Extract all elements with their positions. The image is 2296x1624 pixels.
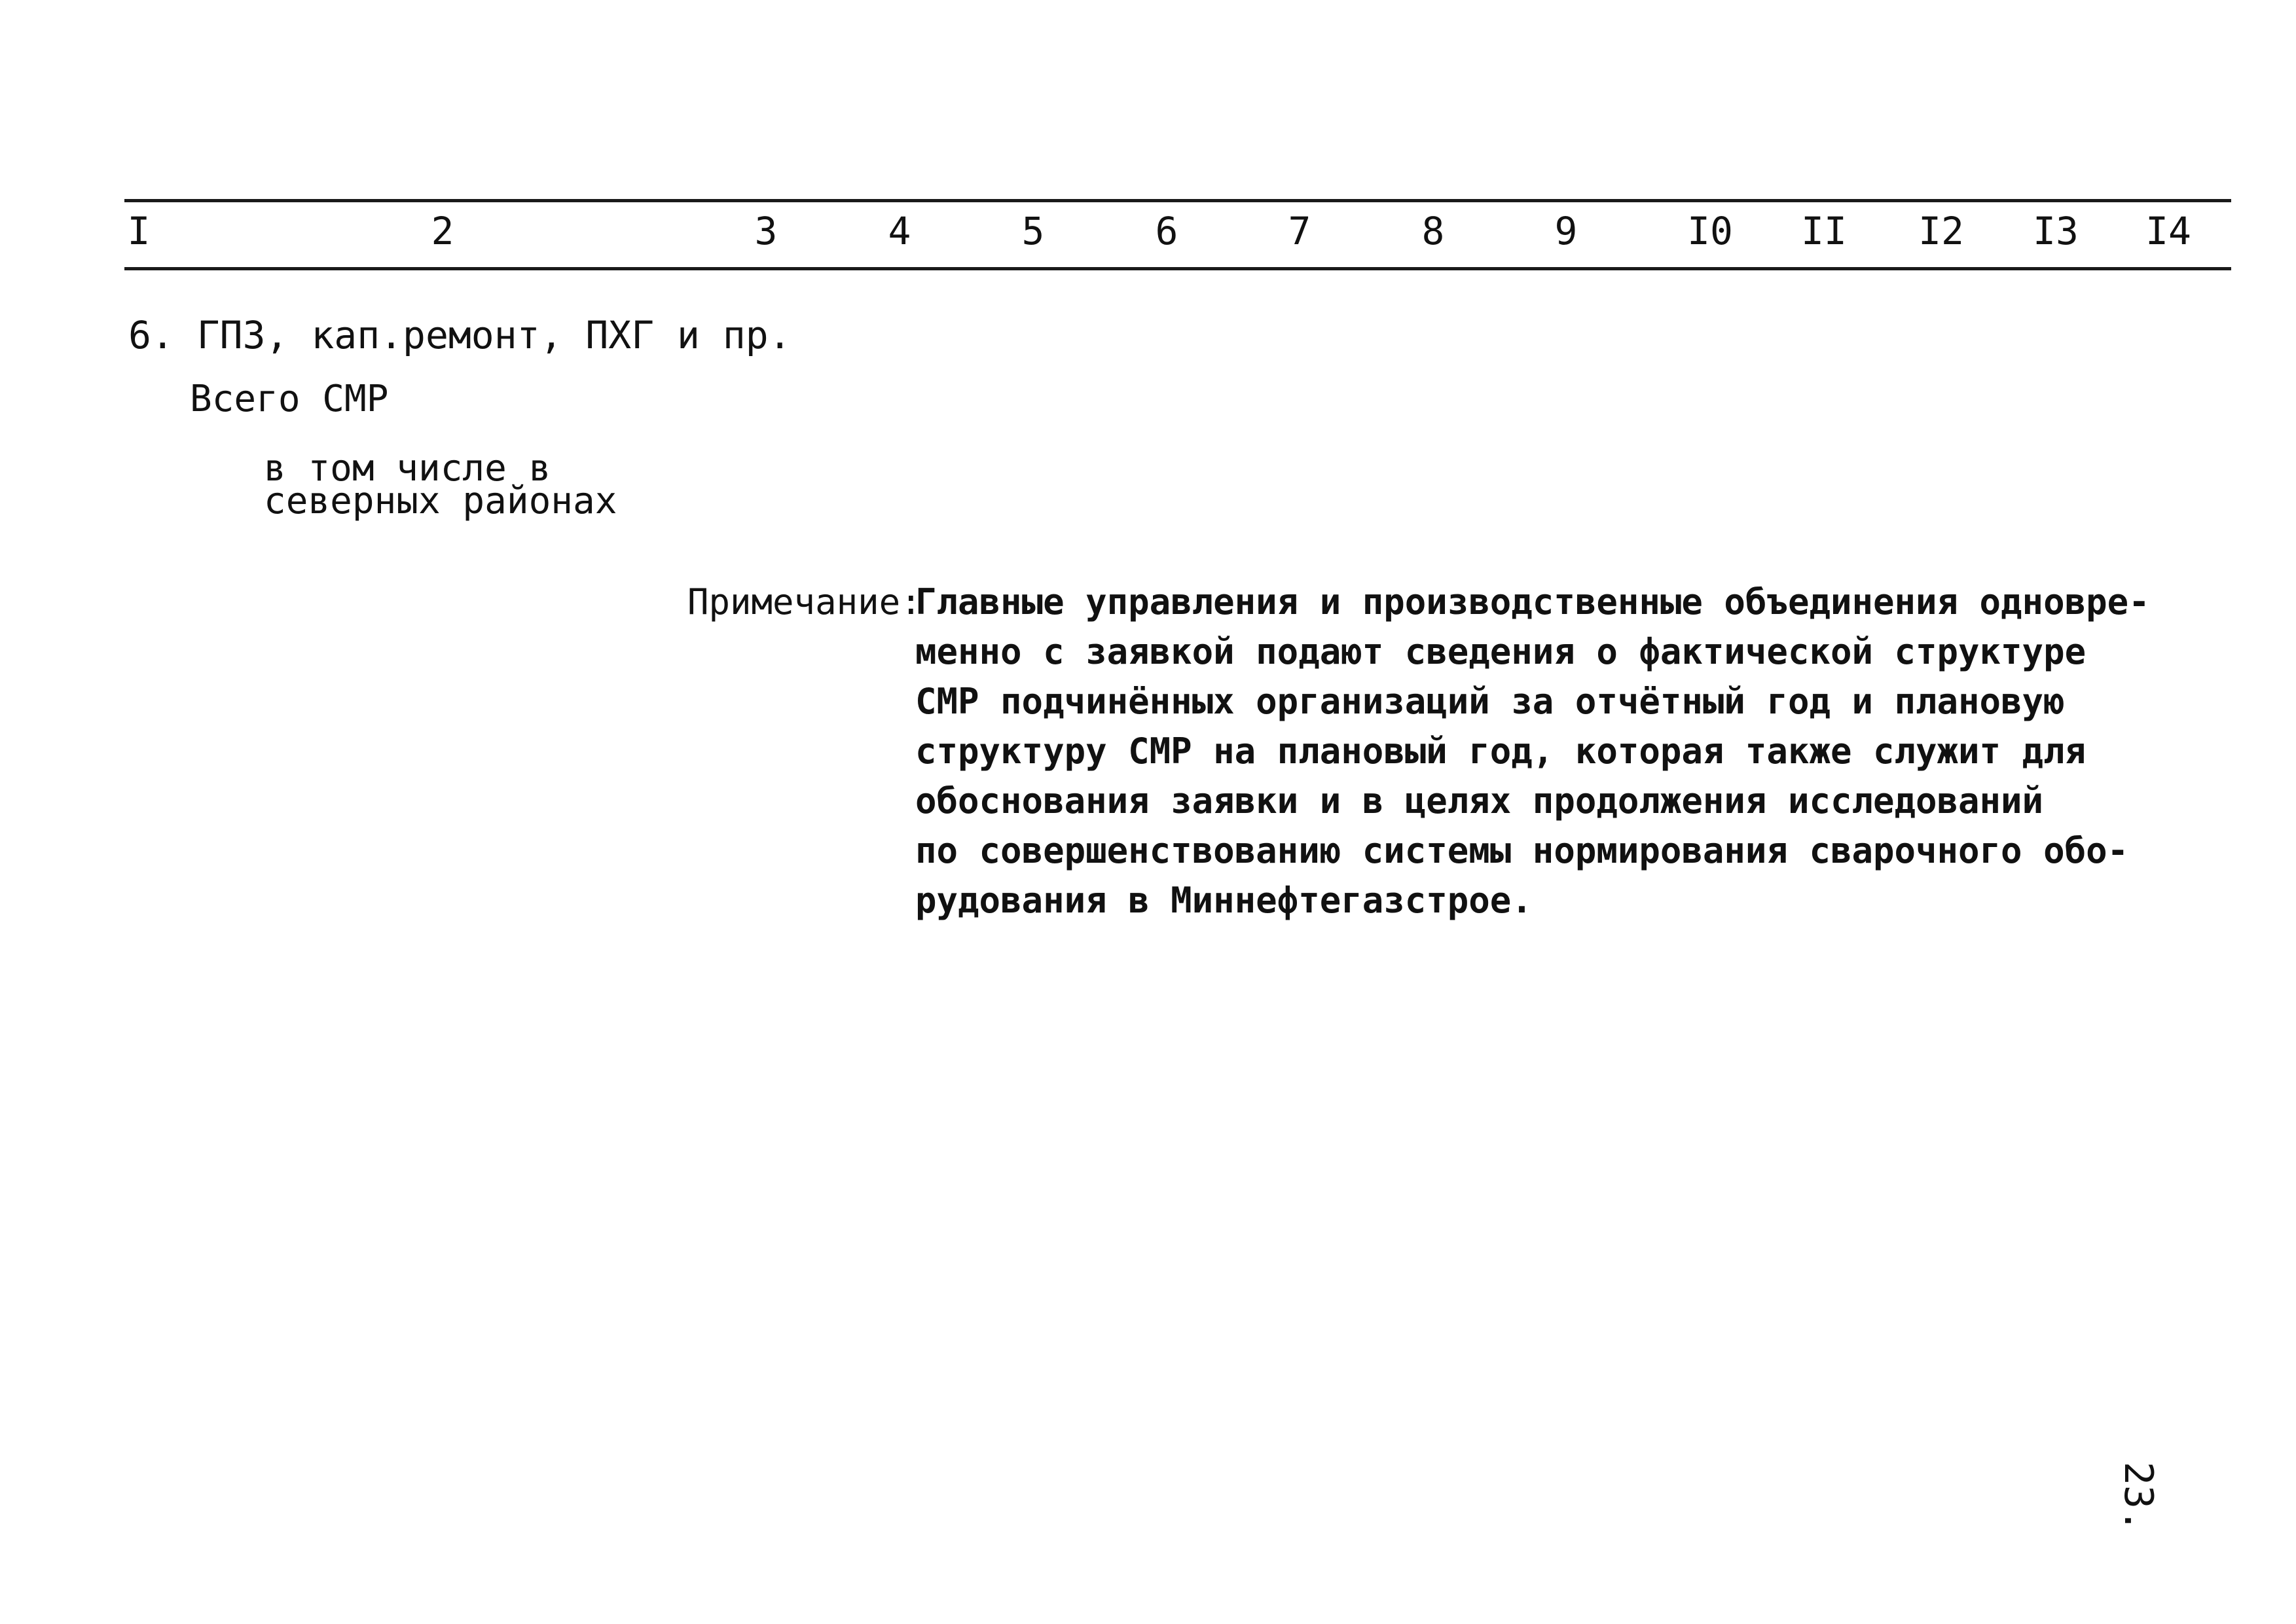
column-number-6: 6 [1155, 209, 1178, 253]
column-number-12: I2 [1918, 209, 1964, 253]
note-line: рудования в Миннефтегазстрое. [915, 880, 1533, 921]
note-line: менно с заявкой подают сведения о фактической структуре [915, 631, 2086, 672]
column-number-10: I0 [1687, 209, 1733, 253]
header-top-rule [124, 199, 2231, 202]
north-regions-label-line-1: в том числе в [264, 447, 551, 490]
column-number-5: 5 [1021, 209, 1045, 253]
note-label: Примечание: [687, 581, 922, 623]
page-number: 23. [2115, 1461, 2161, 1533]
note-line: Главные управления и производственные объединения одновре- [915, 581, 2150, 623]
note-line: по совершенствованию системы нормирования сварочного обо- [915, 830, 2129, 871]
note-line: структуру СМР на плановый год, которая также служит для [915, 731, 2086, 772]
note-line: обоснования заявки и в целях продолжения исследований [915, 780, 2044, 821]
column-number-3: 3 [754, 209, 778, 253]
column-number-4: 4 [888, 209, 911, 253]
column-number-1: I [127, 209, 151, 253]
header-bottom-rule [124, 267, 2231, 270]
column-number-8: 8 [1421, 209, 1445, 253]
column-number-7: 7 [1288, 209, 1311, 253]
column-number-9: 9 [1554, 209, 1578, 253]
column-number-11: II [1801, 209, 1847, 253]
column-number-13: I3 [2033, 209, 2079, 253]
note-body [915, 577, 2150, 926]
total-row-label: Всего СМР [190, 378, 389, 420]
note-line: СМР подчинённых организаций за отчётный год и плановую [915, 681, 2065, 722]
section-title: 6. ГПЗ, кап.ремонт, ПХГ и пр. [128, 313, 792, 357]
column-number-2: 2 [431, 209, 454, 253]
column-number-14: I4 [2145, 209, 2191, 253]
north-regions-label-line-2: северных районах [264, 480, 617, 522]
